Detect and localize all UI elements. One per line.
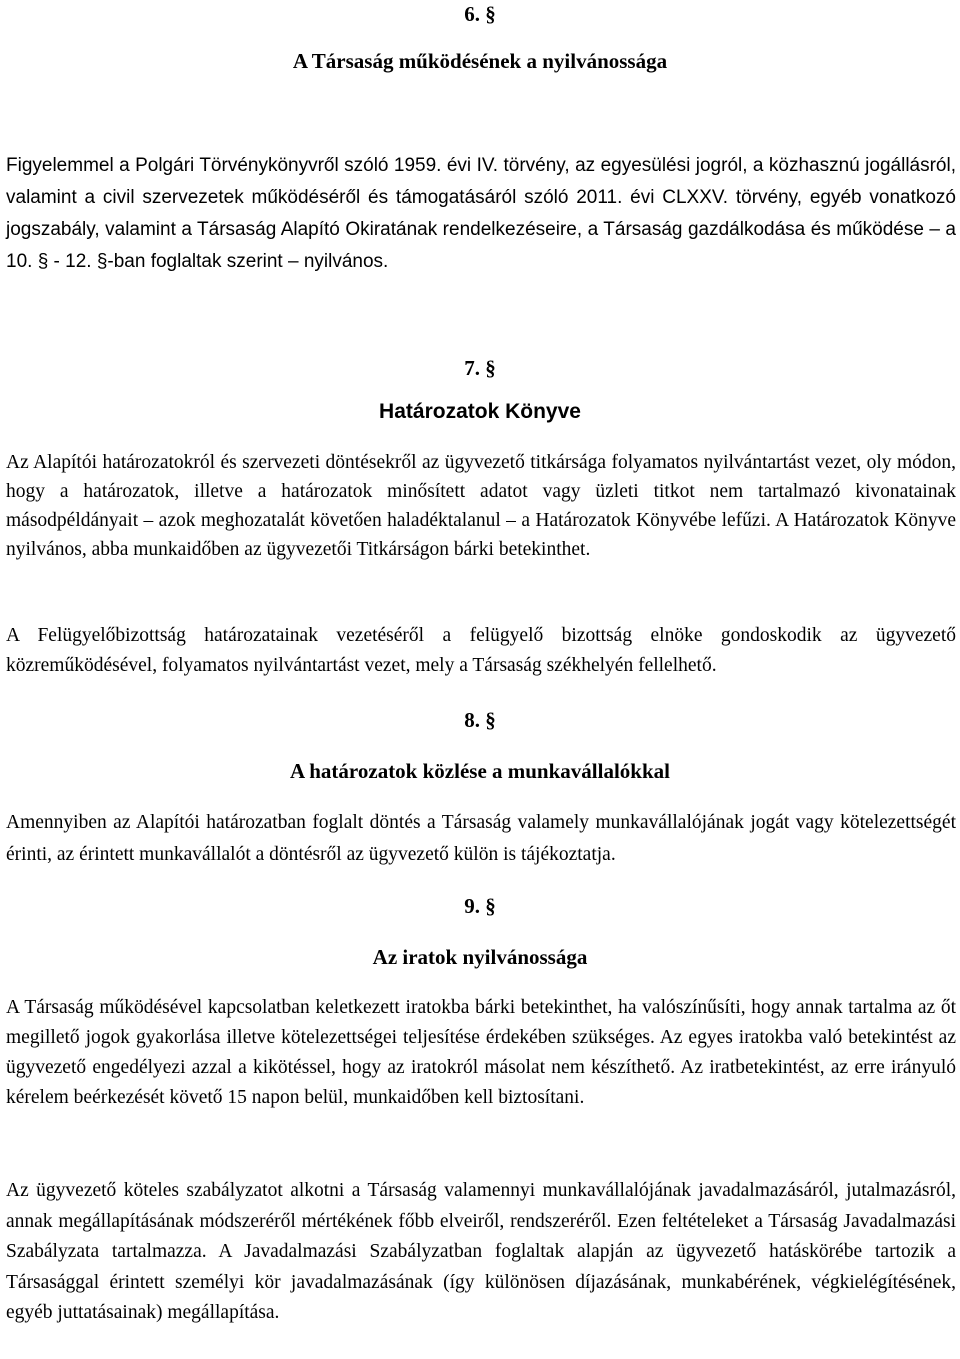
section-7-number: 7. § [464,356,496,380]
section-7-paragraph-2: A Felügyelőbizottság határozatainak vezetéséről a felügyelő bizottság elnöke gondoskodik az ügyvezető közreműködésével, folyamatos nyilvántartást vezet, mely a Társaság székhelyén fellelhető. [6,625,956,676]
section-8-number: 8. § [464,708,496,732]
section-9-paragraph-2: Az ügyvezető köteles szabályzatot alkotni a Társaság valamennyi munkavállalójának javadalmazásáról, jutalmazásról, annak megállapításának módszeréről mértékének főbb elveiről, rendszeréről. Ezen feltételeket a Társaság Javadalmazási Szabályzata tartalmazza. A Javadalmazási Szabályzatban foglaltak alapján az ügyvezető hatáskörébe tartozik a Társasággal érintett személyi kör javadalmazásának (így különösen díjazásának, munkabérének, végkielégítésének, egyéb juttatásainak) megállapítása. [6,1180,956,1323]
section-9-title: Az iratok nyilvánossága [372,945,588,969]
section-6-title: A Társaság működésének a nyilvánossága [292,49,668,73]
section-7-title: Határozatok Könyve [379,400,581,423]
section-9-number: 9. § [464,894,496,918]
section-7-paragraph-1: Az Alapítói határozatokról és szervezeti döntésekről az ügyvezető titkársága folyamatos nyilvántartást vezet, oly módon, hogy a határozatok, illetve a határozatok minősített adatot vagy üzleti titkot nem tartalmazó kivonatainak másodpéldányait – azok meghozatalát követően haladéktalanul – a Határozatok Könyvébe lefűzi. A Határozatok Könyve nyilvános, abba munkaidőben az ügyvezetői Titkárságon bárki betekinthet. [6,452,956,560]
section-6-paragraph-1: Figyelemmel a Polgári Törvénykönyvről szóló 1959. évi IV. törvény, az egyesülési jogról, a közhasznú jogállásról, valamint a civil szervezetek működéséről és támogatásáról szóló 2011. évi CLXXV. törvény, egyéb vonatkozó jogszabály, valamint a Társaság Alapító Okiratának rendelkezéseire, a Társaság gazdálkodása és működése – a 10. § - 12. §-ban foglaltak szerint – nyilvános. [6,155,956,272]
section-6-number: 6. § [464,2,496,26]
section-9-paragraph-1: A Társaság működésével kapcsolatban keletkezett iratokba bárki betekinthet, ha valószínűsíti, hogy annak tartalma az őt megillető jogok gyakorlása illetve kötelezettségei teljesítése érdekében szükséges. Az egyes iratokba való betekintést az ügyvezető engedélyezi azzal a kikötéssel, hogy az iratokról másolat nem készíthető. Az iratbetekintést, az erre irányuló kérelem beérkezését követő 15 napon belül, munkaidőben kell biztosítani. [6,997,956,1108]
section-8-title: A határozatok közlése a munkavállalókkal [290,759,670,783]
section-8-paragraph-1: Amennyiben az Alapítói határozatban foglalt döntés a Társaság valamely munkavállalójának jogát vagy kötelezettségét érinti, az érintett munkavállalót a döntésről az ügyvezető külön is tájékoztatja. [6,812,956,865]
